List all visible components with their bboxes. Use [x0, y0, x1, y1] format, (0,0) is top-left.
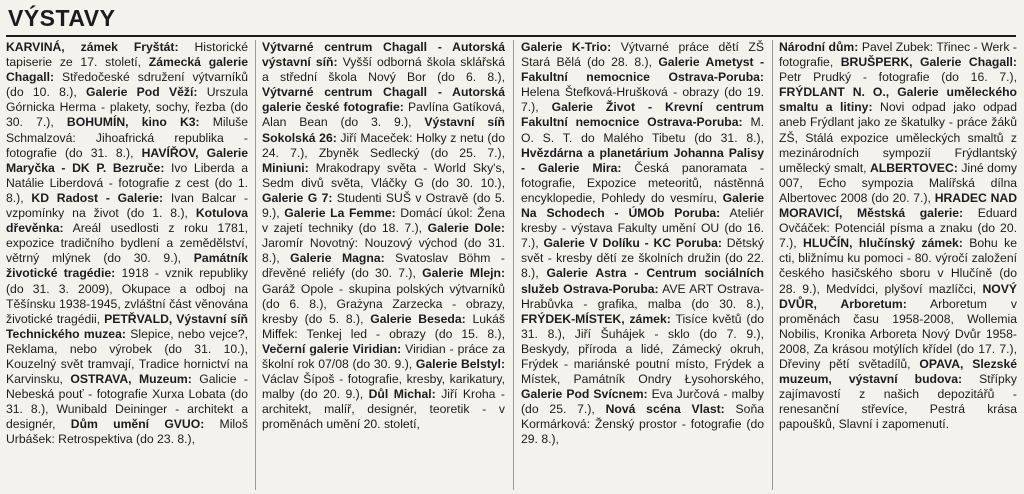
- exhibition-details: Pavlína Gatíková, Alan Bean (do 3. 9.),: [262, 100, 505, 130]
- exhibition-details: Novi odpad jako odpad aneb Frýdlant jako ze škatulky - práce žáků ZŠ, Stálá expozice uměleckých smaltů z mezinárodních sympozií Frýdlantský umělecký smalt,: [779, 100, 1017, 175]
- column-divider: [772, 40, 773, 490]
- exhibition-details: Bohu ke cti, bližnímu ku pomoci - 80. výročí založení českého hasičského sboru v Hlučíně (do 28. 9.), Medvídci, plyšoví mazlíčci,: [779, 236, 1017, 296]
- exhibition-details: Galicie - Nebeská pouť - fotografie Xurxa Lobata (do 31. 8.), Wunibald Deininger - architekt a designér,: [6, 372, 248, 432]
- exhibition-details: Mrakodrapy světa - World Sky's, Sedm divů světa, Vláčky G (do 30. 10.),: [262, 160, 505, 190]
- exhibition-details: AVE ART Ostrava-Hrabůvka - grafika, malba (do 30. 8.),: [521, 281, 764, 311]
- venue-name: HLUČÍN, hlučínský zámek:: [803, 236, 963, 251]
- exhibition-details: Soňa Kormárková: Ženský prostor - fotografie (do 29. 8.),: [521, 402, 764, 447]
- exhibition-details: Jiné domy 007, Echo sympozia Malířská dílna Albertovec 2008 (do 20. 7.),: [779, 160, 1017, 205]
- venue-name: Galerie Pod Věží:: [86, 85, 198, 100]
- exhibition-details: Studenti SUŠ v Ostravě (do 5. 9.),: [262, 190, 505, 221]
- venue-name: Galerie V Dolíku - KC Poruba:: [543, 236, 722, 251]
- exhibition-details: Eva Jurčová - malby (do 25. 7.),: [521, 387, 764, 417]
- exhibition-details: Urszula Górnicka Herma - plakety, sochy, řezba (do 30. 7.),: [6, 85, 248, 130]
- venue-name: Galerie Dole:: [427, 221, 505, 236]
- venue-name: Nová scéna Vlast:: [605, 402, 725, 417]
- title-underline: [6, 35, 1016, 37]
- exhibition-details: Pavel Zubek: Třinec - Werk - fotografie,: [779, 40, 1017, 70]
- venue-name: Galerie Belstyl:: [415, 356, 505, 371]
- exhibition-details: Viridian - práce za školní rok 07/08 (do 30. 9.),: [262, 341, 505, 371]
- venue-name: ALBERTOVEC:: [870, 160, 958, 175]
- exhibition-details: Helena Štefková-Hrušková - obrazy (do 19. 7.),: [521, 85, 764, 115]
- exhibition-details: Václav Šípoš - fotografie, kresby, karikatury, malby (do 20. 9.),: [262, 372, 505, 402]
- venue-name: Večerní galerie Viridian:: [262, 341, 402, 356]
- exhibition-details: Eduard Ovčáček: Potenciál písma a znaku (do 20. 7.),: [779, 206, 1017, 251]
- exhibition-details: Výtvarné práce dětí ZŠ Stará Bělá (do 28. 8.),: [521, 40, 764, 70]
- venue-name: FRÝDLANT N. O., Galerie uměleckého smaltu a litiny:: [779, 85, 1017, 115]
- venue-name: Galerie Pod Svícnem:: [521, 387, 648, 402]
- exhibition-details: Jiří Maceček: Holky z netu (do 24. 7.), Zbyněk Sedlecký (do 25. 7.),: [262, 130, 505, 160]
- venue-name: Galerie Život - Krevní centrum Fakultní nemocnice Ostrava-Poruba:: [521, 100, 764, 130]
- exhibition-details: Domácí úkol: Žena v zajetí techniky (do 18. 7.),: [262, 206, 505, 236]
- venue-name: Zámecká galerie Chagall:: [6, 55, 248, 85]
- venue-name: Galerie K-Trio:: [521, 40, 612, 54]
- exhibition-details: Garáž Opole - skupina polských výtvarníků (do 6. 8.), Grażyna Zarzecka - obrazy, kresby (do 5. 8.),: [262, 281, 505, 326]
- exhibition-details: Arboretum v proměnách času 1958-2008, Wollemia Nobilis, Kronika Arboreta Nový Dvůr 1958-2008, Za krásou motýlích křídel (do 17. 7.), Dřeviny pětí světadílů,: [779, 296, 1017, 371]
- venue-name: FRÝDEK-MÍSTEK, zámek:: [521, 311, 671, 326]
- venue-name: Hvězdárna a planetárium Johanna Palisy - Galerie Mira:: [521, 145, 764, 175]
- venue-name: Miniuni:: [262, 160, 309, 175]
- venue-name: NOVÝ DVŮR, Arboretum:: [779, 281, 1017, 311]
- exhibition-details: Tisíce květů (do 31. 8.), Jiří Šuhájek - sklo (do 7. 9.), Beskydy, příroda a lidé, Zámecký okruh, Frýdek - mariánské poutní místo, Frýdek a Místek, Památník Ondry Łysohorského,: [521, 311, 764, 387]
- venue-name: OSTRAVA, Muzeum:: [70, 372, 192, 387]
- venue-name: Galerie Astra - Centrum sociálních služeb Ostrava-Poruba:: [521, 266, 764, 296]
- venue-name: Galerie Magna:: [290, 251, 385, 266]
- venue-name: Výstavní síň Sokolská 26:: [262, 115, 505, 145]
- column-divider: [255, 40, 256, 490]
- exhibition-details: Česká panoramata - fotografie, Expozice meteoritů, nástěnná encyklopedie, Pohledy do vesmíru,: [521, 160, 764, 205]
- exhibition-details: Slepice, nebo vejce?, Reklama, nebo výrobek (do 31. 10.), Kouzelný svět tramvají, Tradice hornictví na Karvinsku,: [6, 326, 248, 387]
- exhibition-details: 1918 - vznik republiky (do 31. 3. 2009), Okupace a odboj na Těšínsku 1938-1945, zvláštní část věnována životické tragédii,: [6, 266, 248, 326]
- exhibition-details: Ivo Liberda a Natálie Liberdová - fotografie z cest (do 1. 8.),: [6, 160, 248, 205]
- exhibition-details: Středočeské sdružení výtvarníků (do 10. 8.),: [6, 70, 248, 100]
- venue-name: Výtvarné centrum Chagall - Autorská galerie české fotografie:: [262, 85, 505, 115]
- venue-name: OPAVA, Slezské muzeum, výstavní budova:: [779, 356, 1017, 387]
- listing-column-2: [262, 40, 505, 492]
- venue-name: BOHUMÍN, kino K3:: [66, 115, 200, 130]
- venue-name: Galerie Ametyst - Fakultní nemocnice Ostrava-Poruba:: [521, 55, 764, 85]
- venue-name: Výtvarné centrum Chagall - Autorská výstavní síň:: [262, 40, 505, 70]
- venue-name: Národní dům:: [779, 40, 859, 54]
- listing-column-1: [6, 40, 248, 492]
- exhibition-details: Jiří Kroha - architekt, malíř, designér, teoretik - v proměnách umění 20. století,: [262, 387, 505, 432]
- venue-name: Galerie Na Schodech - ÚMOb Poruba:: [521, 190, 764, 221]
- exhibition-details: Miloš Urbášek: Retrospektiva (do 23. 8.),: [6, 417, 248, 447]
- exhibition-details: Historické tapiserie ze 17. století,: [6, 40, 248, 70]
- exhibition-details: M. O. S. T. do Malého Tibetu (do 31. 8.),: [521, 115, 764, 145]
- venue-name: Důl Michal:: [368, 387, 436, 402]
- venue-name: PETŘVALD, Výstavní síň Technického muzea:: [6, 311, 248, 341]
- section-title: VÝSTAVY: [8, 5, 116, 31]
- venue-name: Galerie G 7:: [262, 190, 333, 205]
- exhibition-details: Petr Prudký - fotografie (do 16. 7.),: [779, 70, 1017, 85]
- column-divider: [513, 40, 514, 490]
- exhibition-details: Jaromír Novotný: Nouzový východ (do 31. 8.),: [262, 236, 505, 266]
- exhibition-details: Areál usedlosti z roku 1781, expozice tradičního bydlení a zemědělství, větrný mlýnek (do 30. 9.),: [6, 221, 248, 266]
- exhibition-details: Lukáš Miffek: Tenkej led - obrazy (do 15. 8.),: [262, 311, 505, 341]
- venue-name: HRADEC NAD MORAVICÍ, Městská galerie:: [779, 190, 1017, 221]
- venue-name: Dům umění GVUO:: [70, 417, 205, 432]
- exhibition-details: Ateliér kresby - výstava Fakulty umění OU (do 16. 7.),: [521, 206, 764, 251]
- listing-column-4: [779, 40, 1017, 492]
- exhibition-details: Svatoslav Böhm - dřevěné reliéfy (do 30. 7.),: [262, 251, 505, 281]
- exhibition-details: Střípky zajímavostí z našich depozitářů - renesanční střevíce, Pestrá krása papoušků, Slavní i zapomenutí.: [779, 372, 1017, 432]
- exhibition-details: Miluše Schmalzová: Jihoafrická republika - fotografie (do 31. 8.),: [6, 115, 248, 160]
- venue-name: Galerie Mlejn:: [422, 266, 505, 281]
- exhibition-details: Ivan Balcar - vzpomínky na život (do 1. 8.),: [6, 190, 248, 221]
- venue-name: Galerie La Femme:: [284, 206, 396, 221]
- venue-name: BRUŠPERK, Galerie Chagall:: [840, 55, 1017, 70]
- venue-name: KARVINÁ, zámek Fryštát:: [6, 40, 179, 54]
- venue-name: KD Radost - Galerie:: [31, 190, 164, 205]
- venue-name: HAVÍŘOV, Galerie Maryčka - DK P. Bezruče:: [6, 145, 248, 175]
- venue-name: Památník životické tragédie:: [6, 251, 248, 281]
- exhibition-details: Dětský svět - kresby dětí ze školních družin (do 22. 8.),: [521, 236, 764, 281]
- exhibition-details: Vyšší odborná škola sklářská a střední škola Nový Bor (do 6. 8.),: [262, 55, 505, 85]
- listing-column-3: [521, 40, 764, 492]
- venue-name: Kotulova dřevěnka:: [6, 206, 248, 236]
- venue-name: Galerie Beseda:: [370, 311, 466, 326]
